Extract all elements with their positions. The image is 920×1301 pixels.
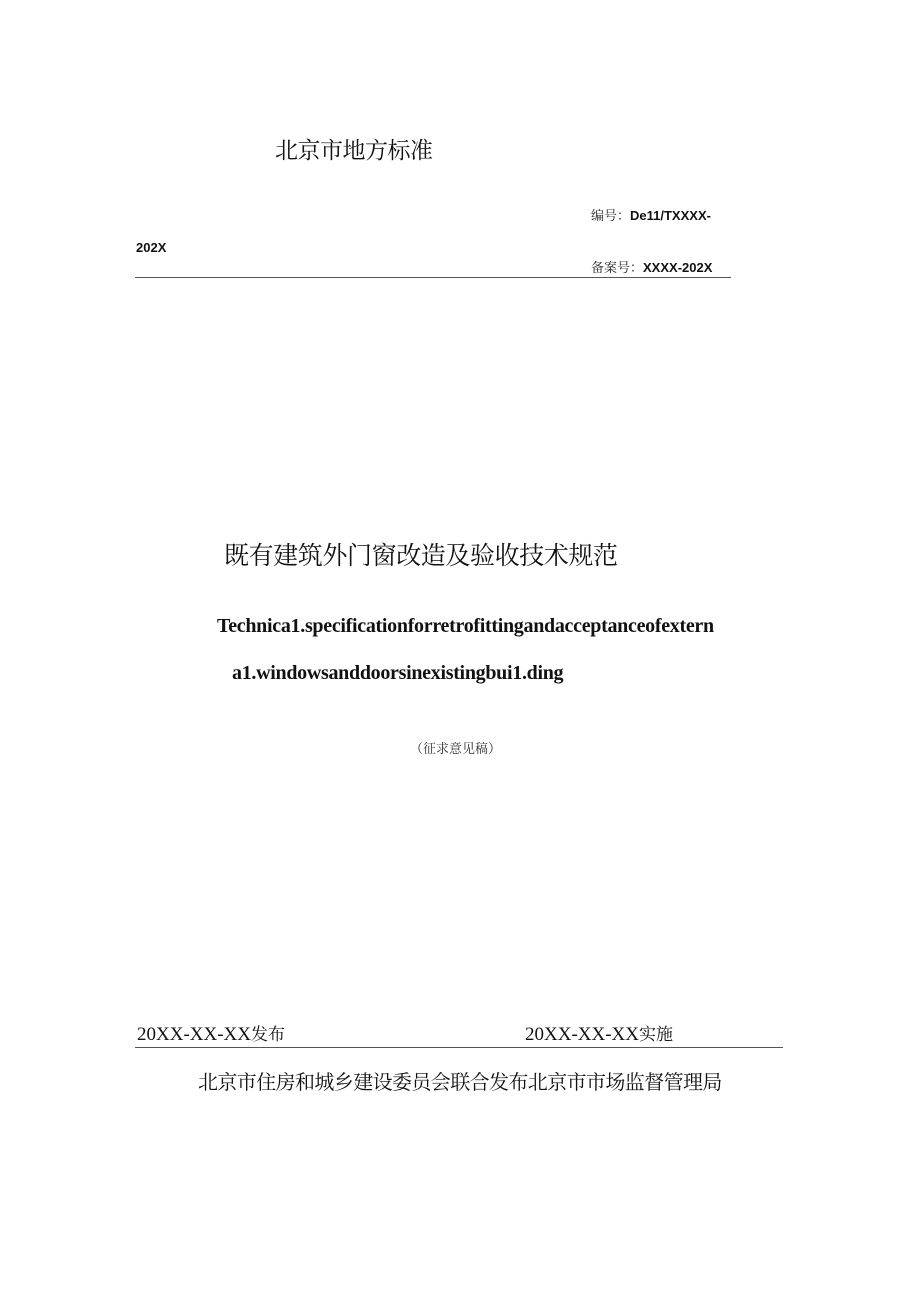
implement-date-line [525,1020,673,1046]
code-value: De11/TXXXX- [630,208,711,223]
title-chinese: 既有建筑外门窗改造及验收技术规范 [224,541,618,570]
implement-date: 20XX-XX-XX [525,1024,639,1045]
record-line [591,257,712,276]
issue-date-line [137,1020,285,1046]
code-value-tail: 202X [136,240,167,255]
issue-date: 20XX-XX-XX [137,1024,251,1045]
standard-name: 北京市地方标准 [275,138,433,164]
issue-label: 发布 [250,1025,285,1045]
record-value: XXXX-202X [643,260,713,275]
code-line [591,205,711,224]
header-divider [135,277,731,278]
implement-label: 实施 [638,1025,673,1045]
footer-divider [135,1047,783,1048]
title-english-line2: a1.windowsanddoorsinexistingbui1.ding [232,662,564,684]
issuing-authorities: 北京市住房和城乡建设委员会联合发布北京市市场监督管理局 [198,1070,722,1094]
code-label: 编号： [591,209,631,224]
title-english-line1: Technica1.specificationforretrofittingandacceptanceofextern [217,615,714,637]
record-label: 备案号： [591,261,644,276]
draft-note: （征求意见稿） [410,742,502,757]
